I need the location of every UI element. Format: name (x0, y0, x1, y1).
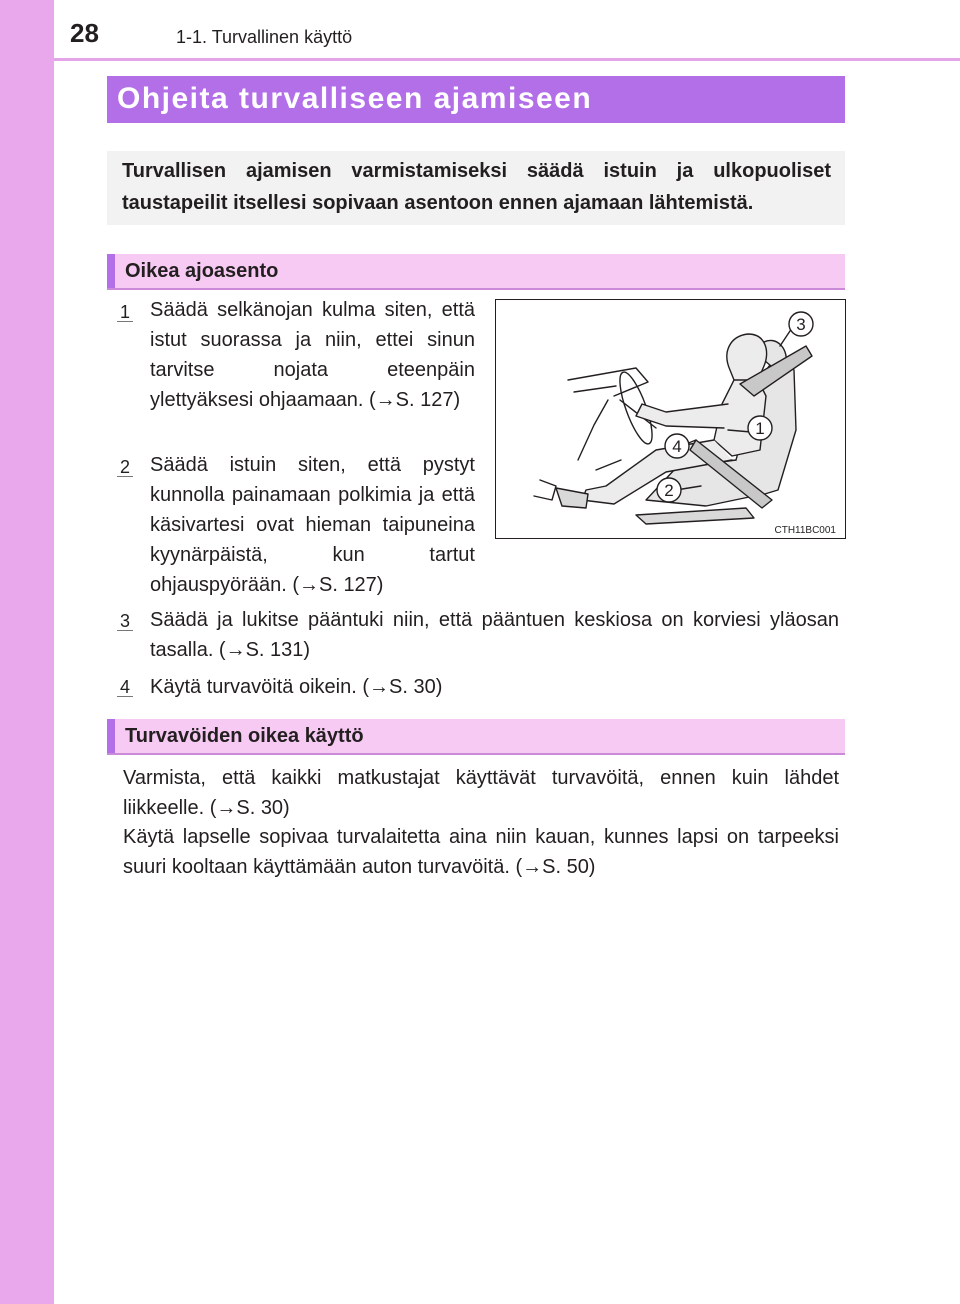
item-text-3: Säädä ja lukitse pääntuki niin, että pääntuen keskiosa on korviesi yläosan tasalla. (→S. 131) (150, 609, 839, 661)
driver-seat-drawing (496, 300, 845, 538)
driving-position-illustration (495, 299, 846, 539)
driving-position-heading: Oikea ajoasento (125, 260, 279, 282)
callout-label-4: 4 (672, 437, 682, 456)
callout-label-3: 3 (796, 315, 806, 334)
item-number-2: 2 (117, 458, 133, 477)
item-text-1: Säädä selkänojan kulma siten, että istut suorassa ja niin, ettei sinun tarvitse nojata eteenpäin ylettyäksesi ohjaamaan. (→S. 127) (150, 299, 475, 411)
header-divider (54, 58, 960, 61)
page-number: 28 (70, 18, 99, 48)
item-text-2: Säädä istuin siten, että pystyt kunnolla painamaan polkimia ja että käsivartesi ovat hieman taipuneina kyynärpäistä, kun tartut ohjauspyörään. (→S. 127) (150, 454, 475, 596)
section-label: 1-1. Turvallinen käyttö (176, 27, 353, 47)
seatbelt-heading: Turvavöiden oikea käyttö (125, 725, 364, 747)
item-text-4: Käytä turvavöitä oikein. (→S. 30) (150, 676, 443, 698)
item-number-1: 1 (117, 303, 133, 322)
callout-label-1: 1 (755, 419, 765, 438)
item-number-3: 3 (117, 612, 133, 631)
item-number-4: 4 (117, 678, 133, 697)
page-title-bar (107, 76, 845, 123)
intro-text: Turvallisen ajamisen varmistamiseksi säädä istuin ja ulkopuoliset taustapeilit itsellesi sopivaan asentoon ennen ajamaan lähtemistä. (122, 160, 831, 214)
chapter-sidebar (0, 0, 54, 1304)
intro-box (107, 151, 845, 225)
figure-code: CTH11BC001 (774, 525, 836, 536)
seatbelt-paragraph-2: Käytä lapselle sopivaa turvalaitetta aina niin kauan, kunnes lapsi on tarpeeksi suuri kooltaan käyttämään auton turvavöitä. (→S. 50) (123, 826, 839, 878)
seatbelt-heading-bar (107, 719, 845, 755)
callout-label-2: 2 (664, 481, 674, 500)
page-title: Ohjeita turvalliseen ajamiseen (117, 82, 593, 115)
driving-position-heading-bar (107, 254, 845, 290)
seatbelt-paragraph-1: Varmista, että kaikki matkustajat käyttävät turvavöitä, ennen kuin lähdet liikkeelle. (→S. 30) (123, 767, 839, 819)
